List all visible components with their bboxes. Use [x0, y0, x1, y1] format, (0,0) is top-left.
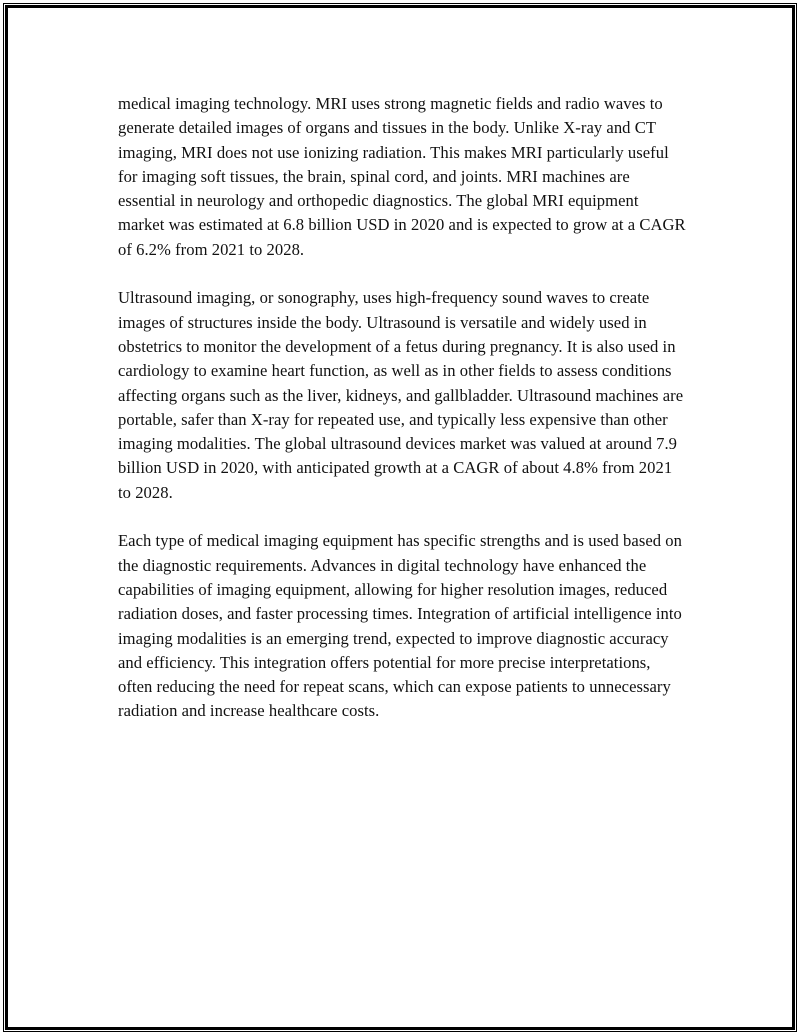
paragraph-imaging-overview: Each type of medical imaging equipment has specific strengths and is used based on the diagnostic requirements. Advances in digital technology have enhanced the capabilities of imaging equipment, allowing for higher resolution images, reduced radiation doses, and faster processing times. Integration of artificial intelligence into imaging modalities is an emerging trend, expected to improve diagnostic accuracy and efficiency. This integration offers potential for more precise interpretations, often reducing the need for repeat scans, which can expose patients to unnecessary radiation and increase healthcare costs.	[118, 531, 682, 721]
paragraph-mri: medical imaging technology. MRI uses strong magnetic fields and radio waves to generate detailed images of organs and tissues in the body. Unlike X-ray and CT imaging, MRI does not use ionizing radiation. This makes MRI particularly useful for imaging soft tissues, the brain, spinal cord, and joints. MRI machines are essential in neurology and orthopedic diagnostics. The global MRI equipment market was estimated at 6.8 billion USD in 2020 and is expected to grow at a CAGR of 6.2% from 2021 to 2028.	[118, 94, 686, 259]
paragraph-ultrasound: Ultrasound imaging, or sonography, uses high-frequency sound waves to create images of structures inside the body. Ultrasound is versatile and widely used in obstetrics to monitor the development of a fetus during pregnancy. It is also used in cardiology to examine heart function, as well as in other fields to assess conditions affecting organs such as the liver, kidneys, and gallbladder. Ultrasound machines are portable, safer than X-ray for repeated use, and typically less expensive than other imaging modalities. The global ultrasound devices market was valued at around 7.9 billion USD in 2020, with anticipated growth at a CAGR of about 4.8% from 2021 to 2028.	[118, 288, 684, 502]
document-body	[118, 92, 686, 748]
